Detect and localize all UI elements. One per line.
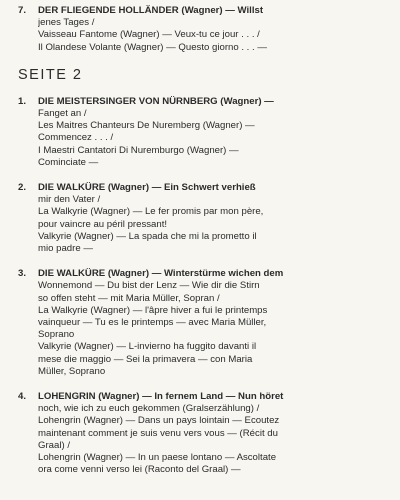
track-line: maintenant comment je suis venu vers vous — (Récit du	[38, 427, 278, 439]
track-line: noch, wie ich zu euch gekommen (Gralserzählung) /	[38, 403, 260, 415]
track-side2-4	[18, 391, 392, 476]
track-line: LOHENGRIN (Wagner) — In fernem Land — Nun höret	[38, 391, 284, 403]
track-line: I Maestri Cantatori Di Nuremburgo (Wagner) —	[38, 144, 239, 156]
track-line: Lohengrin (Wagner) — Dans un pays lointain — Ecoutez	[38, 415, 280, 427]
track-line: Valkyrie (Wagner) — La spada che mi la prometto il	[38, 230, 257, 242]
track-number: 2.	[18, 182, 27, 194]
track-line: mese die maggio — Sei la primavera — con Maria	[38, 353, 253, 365]
track-line: Graal) /	[38, 439, 70, 451]
track-number: 4.	[18, 391, 27, 403]
track-line: DER FLIEGENDE HOLLÄNDER (Wagner) — Willst	[38, 5, 264, 16]
track-line: Lohengrin (Wagner) — In un paese lontano — Ascoltate	[38, 452, 277, 464]
track-line: La Walkyrie (Wagner) — l'âpre hiver a fui le printemps	[38, 304, 268, 316]
track-line: mio padre —	[38, 243, 93, 255]
track-line: Fanget an /	[38, 108, 87, 120]
track-line: Il Olandese Volante (Wagner) — Questo giorno . . . —	[38, 41, 267, 53]
track-line: Commencez . . . /	[38, 132, 114, 144]
track-side1-7	[18, 5, 392, 54]
track-line: vainqueur — Tu es le printemps — avec Maria Müller,	[38, 317, 267, 329]
track-line: Müller, Soprano	[38, 365, 106, 377]
track-number: 7.	[18, 5, 27, 16]
track-side2-2	[18, 182, 392, 255]
track-line: Les Maitres Chanteurs De Nuremberg (Wagner) —	[38, 120, 255, 132]
track-line: Cominciate —	[38, 156, 99, 168]
track-number: 1.	[18, 95, 27, 107]
track-line: DIE WALKÜRE (Wagner) — Winterstürme wichen dem	[38, 268, 284, 280]
track-line: pour vaincre au péril pressant!	[38, 218, 168, 230]
track-line: DIE WALKÜRE (Wagner) — Ein Schwert verhieß	[38, 182, 256, 194]
side-heading: SEITE 2	[18, 66, 83, 83]
track-line: DIE MEISTERSINGER VON NÜRNBERG (Wagner) —	[38, 95, 274, 107]
track-line: Valkyrie (Wagner) — L-invierno ha fuggito davanti il	[38, 341, 257, 353]
track-line: mir den Vater /	[38, 194, 101, 206]
track-line: Soprano	[38, 329, 75, 341]
track-line: so offen steht — mit Maria Müller, Sopran /	[38, 292, 220, 304]
track-side2-1	[18, 96, 392, 169]
track-number: 3.	[18, 268, 27, 280]
track-line: jenes Tages /	[38, 17, 95, 29]
track-line: Wonnemond — Du bist der Lenz — Wie dir die Stirn	[38, 280, 260, 292]
track-line: La Walkyrie (Wagner) — Le fer promis par mon père,	[38, 206, 264, 218]
track-line: ora come venni verso lei (Raconto del Graal) —	[38, 464, 241, 476]
track-line: Vaisseau Fantome (Wagner) — Veux-tu ce jour . . . /	[38, 29, 260, 41]
track-side2-3	[18, 268, 392, 378]
